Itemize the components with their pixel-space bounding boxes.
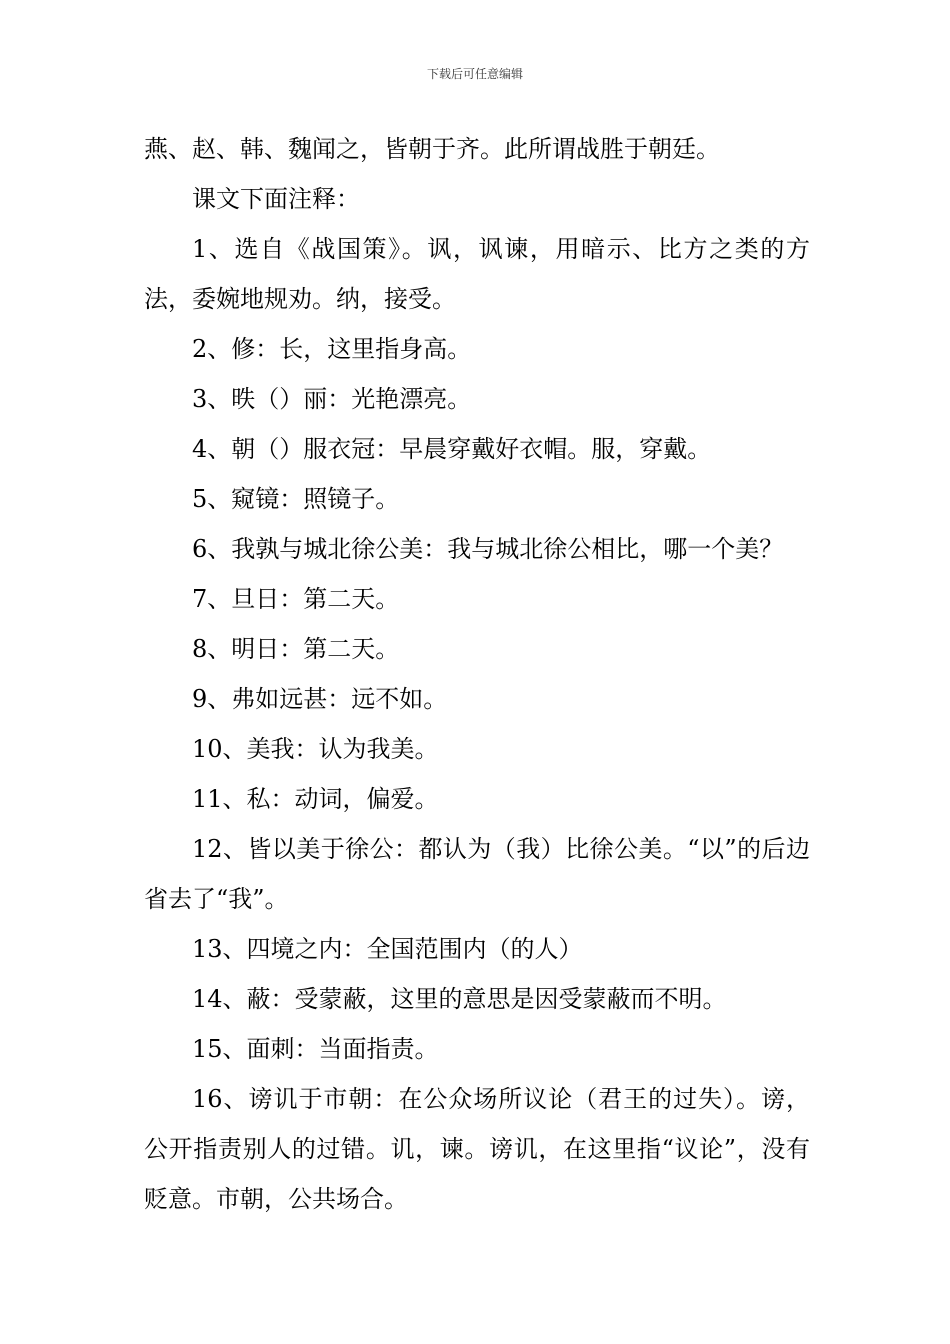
note-item-8: 8、明日：第二天。 (192, 635, 400, 663)
note-item-12: 12、皆以美于徐公：都认为（我）比徐公美。“以”的后边省去了“我”。 (144, 835, 810, 913)
note-item-1: 1、选自《战国策》。讽，讽谏，用暗示、比方之类的方法，委婉地规劝。纳，接受。 (144, 235, 810, 313)
document-body (144, 124, 810, 1224)
note-item-5: 5、窥镜：照镜子。 (192, 485, 400, 513)
note-item-9: 9、弗如远甚：远不如。 (192, 685, 448, 713)
note-item-3: 3、昳（）丽：光艳漂亮。 (192, 385, 472, 413)
note-item-11: 11、私：动词，偏爱。 (192, 785, 439, 813)
note-item-16: 16、谤讥于市朝：在公众场所议论（君王的过失）。谤，公开指责别人的过错。讥，谏。谤讥，在这里指“议论”，没有贬意。市朝，公共场合。 (144, 1085, 810, 1213)
note-item-15: 15、面刺：当面指责。 (192, 1035, 439, 1063)
note-item-10: 10、美我：认为我美。 (192, 735, 439, 763)
note-item-2: 2、修：长，这里指身高。 (192, 335, 472, 363)
note-item-7: 7、旦日：第二天。 (192, 585, 400, 613)
note-item-14: 14、蔽：受蒙蔽，这里的意思是因受蒙蔽而不明。 (192, 985, 727, 1013)
note-item-13: 13、四境之内：全国范围内（的人） (192, 935, 583, 963)
note-item-4: 4、朝（）服衣冠：早晨穿戴好衣帽。服，穿戴。 (192, 435, 712, 463)
page-header: 下载后可任意编辑 (426, 67, 523, 81)
note-item-6: 6、我孰与城北徐公美：我与城北徐公相比，哪一个美？ (192, 535, 784, 563)
notes-heading: 课文下面注释： (192, 185, 360, 213)
paragraph-continuation: 燕、赵、韩、魏闻之，皆朝于齐。此所谓战胜于朝廷。 (144, 135, 720, 163)
